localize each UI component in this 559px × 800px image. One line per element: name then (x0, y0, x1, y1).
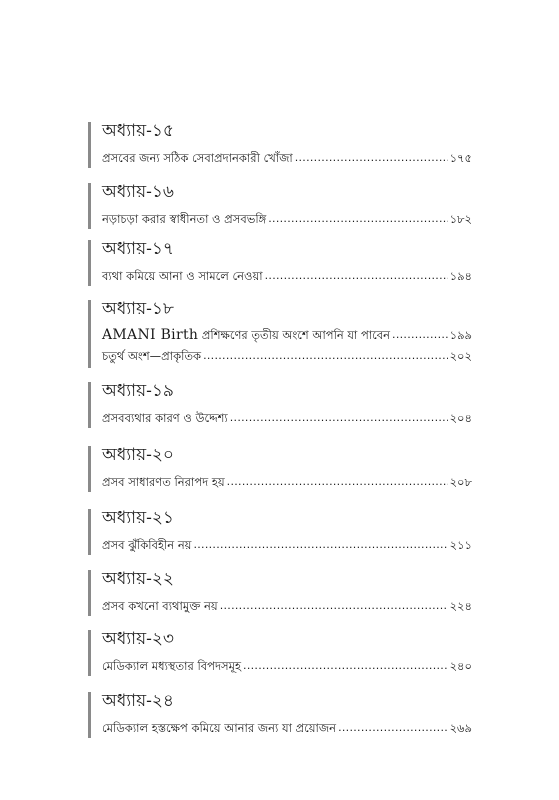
dot-leader (392, 326, 448, 343)
toc-entry[interactable] (102, 474, 472, 491)
entry-label: প্রসব কখনো ব্যথামুক্ত নয় (102, 599, 218, 613)
chapter-title: অধ্যায়-১৫ (102, 121, 174, 141)
chapter-title: অধ্যায়-২৩ (102, 629, 174, 649)
chapter-title: অধ্যায়-২০ (102, 445, 174, 465)
entry-label: মেডিক্যাল হস্তক্ষেপ কমিয়ে আনার জন্য যা প্রয়োজন (102, 721, 337, 735)
page-number: ২১১ (449, 538, 472, 552)
chapter-title: অধ্যায়-১৭ (102, 239, 174, 259)
chapter-marker-bar (88, 509, 91, 555)
toc-entry[interactable] (102, 327, 472, 344)
page-number: ২২৪ (449, 599, 472, 613)
dot-leader (295, 149, 448, 166)
chapter-marker-bar (88, 630, 91, 676)
chapter-title: অধ্যায়-১৯ (102, 381, 174, 401)
page-number: ১৭৫ (449, 151, 472, 165)
entry-label: ব্যথা কমিয়ে আনা ও সামলে নেওয়া (102, 269, 263, 283)
chapter-marker-bar (88, 382, 91, 428)
chapter-title: অধ্যায়-১৬ (102, 182, 174, 202)
chapter-marker-bar (88, 446, 91, 492)
dot-leader (203, 347, 447, 364)
chapter-marker-bar (88, 122, 91, 168)
toc-entry[interactable] (102, 410, 472, 427)
entry-label: চতুর্থ অংশ—প্রাকৃতিক (102, 349, 202, 363)
chapter-marker-bar (88, 240, 91, 286)
page-number: ২০৪ (449, 411, 472, 425)
toc-entry[interactable] (102, 211, 472, 228)
entry-label: প্রসবব্যথার কারণ ও উদ্দেশ্য (102, 411, 228, 425)
page-number: ১৯৪ (449, 269, 472, 283)
toc-entry[interactable] (102, 348, 472, 365)
entry-label-bengali: প্রশিক্ষণের তৃতীয় অংশে আপনি যা পাবেন (198, 328, 391, 342)
entry-label (102, 327, 390, 343)
chapter-marker-bar (88, 183, 91, 229)
chapter-marker-bar (88, 692, 91, 738)
entry-label-latin: AMANI Birth (102, 327, 199, 343)
page-number: ১৮২ (449, 212, 472, 226)
entry-label: প্রসব ঝুঁকিবিহীন নয় (102, 538, 192, 552)
entry-label: প্রসবের জন্য সঠিক সেবাপ্রদানকারী খোঁজা (102, 151, 293, 165)
page-number: ২০৮ (449, 475, 472, 489)
dot-leader (338, 719, 448, 736)
chapter-marker-bar (88, 300, 91, 368)
chapter-title: অধ্যায়-২২ (102, 569, 174, 589)
dot-leader (220, 597, 448, 614)
dot-leader (265, 267, 448, 284)
toc-entry[interactable] (102, 598, 472, 615)
dot-leader (227, 473, 448, 490)
entry-label: প্রসব সাধারণত নিরাপদ হয় (102, 475, 225, 489)
chapter-title: অধ্যায়-২৪ (102, 691, 174, 711)
toc-entry[interactable] (102, 658, 472, 675)
dot-leader (243, 657, 448, 674)
entry-label: মেডিক্যাল মধ্যস্থতার বিপদসমূহ (102, 659, 242, 673)
page-number: ১৯৯ (449, 328, 472, 342)
toc-entry[interactable] (102, 720, 472, 737)
page-number: ২০২ (449, 349, 472, 363)
toc-entry[interactable] (102, 150, 472, 167)
toc-entry[interactable] (102, 537, 472, 554)
dot-leader (268, 210, 447, 227)
chapter-title: অধ্যায়-২১ (102, 508, 174, 528)
chapter-title: অধ্যায়-১৮ (102, 299, 174, 319)
entry-label: নড়াচড়া করার স্বাধীনতা ও প্রসবভঙ্গি (102, 212, 267, 226)
page-number: ২৪০ (449, 659, 472, 673)
toc-entry[interactable] (102, 268, 472, 285)
dot-leader (230, 409, 448, 426)
dot-leader (193, 536, 447, 553)
chapter-marker-bar (88, 570, 91, 616)
page-number: ২৬৯ (449, 721, 472, 735)
